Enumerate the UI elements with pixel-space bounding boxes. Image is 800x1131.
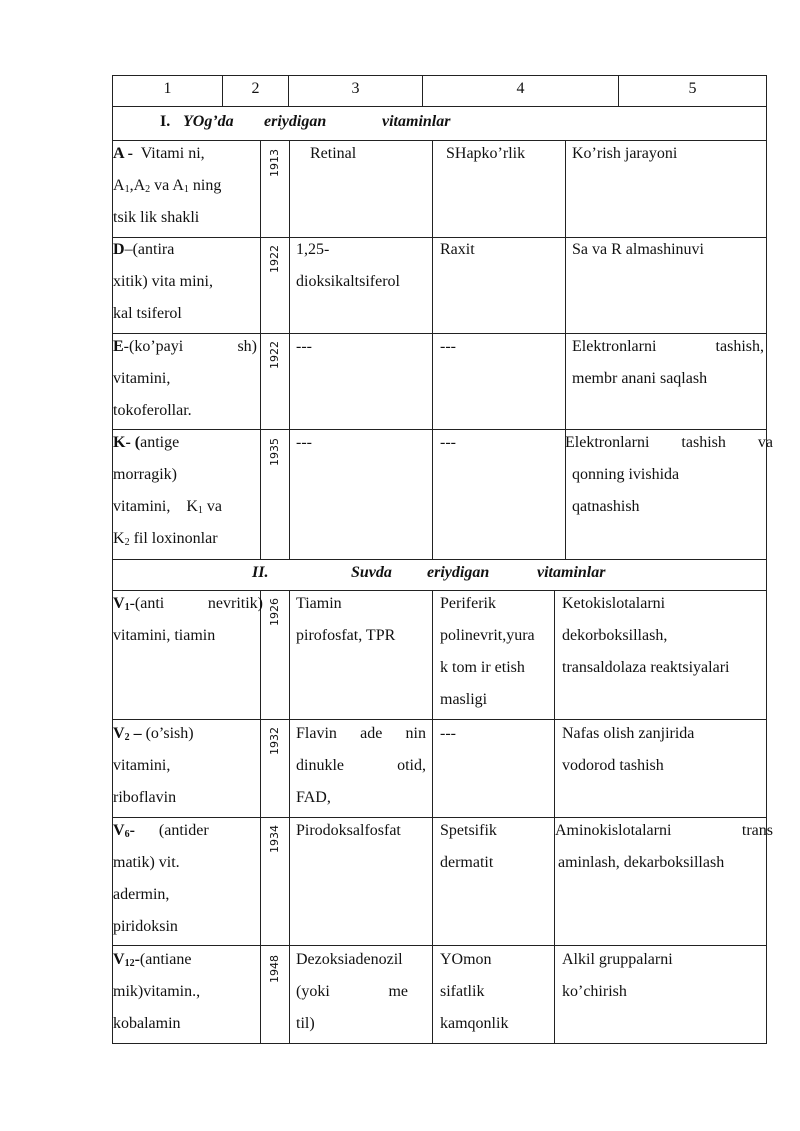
vitamin-name-line: $K_2$ fil loxinonlar	[113, 530, 218, 548]
column-header-1: 1	[163, 80, 172, 97]
vitamin-name-line: matik) vit.	[113, 854, 180, 871]
deficiency-disease: Raxit	[440, 241, 475, 258]
vitamin-name-line: V12-(antiane	[113, 951, 192, 969]
biological-function: Alkil gruppalarni	[562, 951, 673, 968]
deficiency-disease: YOmon	[440, 951, 492, 968]
vitamin-name-line: K- (antige	[113, 434, 180, 451]
vitamin-name-line: tsik lik shakli	[113, 209, 200, 226]
vitamin-name-line: A - Vitami ni,	[113, 145, 205, 162]
rule	[289, 140, 290, 559]
deficiency-disease: SHapko’rlik	[446, 145, 526, 162]
vitamin-name-line: $A_1,A_2$ va $A_1$ ning	[113, 177, 222, 195]
deficiency-disease: Periferik	[440, 595, 496, 612]
deficiency-disease: masligi	[440, 691, 488, 708]
active-form: Retinal	[310, 145, 357, 162]
vitamin-name-line: kobalamin	[113, 1015, 181, 1032]
rule	[260, 590, 261, 1043]
discovery-year: 1926	[268, 598, 281, 626]
section-word: YOg’da	[183, 113, 234, 130]
rule	[565, 140, 566, 559]
discovery-year: 1922	[268, 341, 281, 369]
biological-function: Elektronlarni tashish va	[565, 434, 773, 451]
section-number: I.	[160, 113, 171, 130]
biological-function: qatnashish	[572, 498, 640, 515]
deficiency-disease: sifatlik	[440, 983, 485, 1000]
biological-function: vodorod tashish	[562, 757, 664, 774]
discovery-year: 1913	[268, 149, 281, 177]
rule	[260, 140, 261, 559]
active-form: dinukle otid,	[296, 757, 426, 774]
vitamin-name-line: tokoferollar.	[113, 402, 192, 419]
vitamin-name-line: V6- (antider	[113, 822, 209, 840]
biological-function: Sa va R almashinuvi	[572, 241, 704, 258]
discovery-year: 1932	[268, 727, 281, 755]
biological-function: aminlash, dekarboksillash	[558, 854, 725, 871]
vitamin-name-line: kal tsiferol	[113, 305, 182, 322]
section-word: eriydigan	[264, 113, 327, 130]
rule	[112, 1043, 766, 1044]
biological-function: ko’chirish	[562, 983, 627, 1000]
active-form: pirofosfat, TPR	[296, 627, 396, 644]
active-form: dioksikaltsiferol	[296, 273, 400, 290]
deficiency-disease: ---	[440, 338, 456, 355]
biological-function: Ketokislotalarni	[562, 595, 666, 612]
biological-function: qonning ivishida	[572, 466, 680, 483]
section-word: Suvda	[351, 564, 392, 581]
vitamin-name-line: mik)vitamin.,	[113, 983, 201, 1000]
deficiency-disease: polinevrit,yura	[440, 627, 535, 644]
active-form: Tiamin	[296, 595, 342, 612]
vitamin-name-line: xitik) vita mini,	[113, 273, 213, 290]
deficiency-disease: kamqonlik	[440, 1015, 509, 1032]
vitamin-name-line: vitamini, $K_1$ va	[113, 498, 222, 516]
active-form: Dezoksiadenozil	[296, 951, 403, 968]
biological-function: Ko’rish jarayoni	[572, 145, 678, 162]
biological-function: Elektronlarni tashish,	[572, 338, 764, 355]
biological-function: membr anani saqlash	[572, 370, 708, 387]
biological-function: transaldolaza reaktsiyalari	[562, 659, 730, 676]
vitamin-name-line: V2 – (o’sish)	[113, 725, 194, 743]
rule	[289, 590, 290, 1043]
active-form: 1,25-	[296, 241, 330, 258]
biological-function: dekorboksillash,	[562, 627, 668, 644]
vitamin-name-line: D–(antira	[113, 241, 175, 258]
discovery-year: 1948	[268, 955, 281, 983]
section-word: eriydigan	[427, 564, 490, 581]
active-form: Flavin ade nin	[296, 725, 426, 742]
active-form: FAD,	[296, 789, 331, 806]
discovery-year: 1934	[268, 825, 281, 853]
vitamin-name-line: E-(ko’payi sh)	[113, 338, 257, 355]
vitamin-name-line: adermin,	[113, 886, 170, 903]
active-form: ---	[296, 434, 312, 451]
column-header-4: 4	[516, 80, 525, 97]
deficiency-disease: dermatit	[440, 854, 494, 871]
discovery-year: 1935	[268, 438, 281, 466]
deficiency-disease: Spetsifik	[440, 822, 497, 839]
rule	[432, 590, 433, 1043]
section-word: vitaminlar	[537, 564, 606, 581]
section-word: vitaminlar	[382, 113, 451, 130]
active-form: ---	[296, 338, 312, 355]
column-header-2: 2	[251, 80, 260, 97]
deficiency-disease: k tom ir etish	[440, 659, 525, 676]
column-header-3: 3	[351, 80, 360, 97]
section-number: II.	[252, 564, 269, 581]
deficiency-disease: ---	[440, 725, 456, 742]
deficiency-disease: ---	[440, 434, 456, 451]
vitamin-name-line: vitamini, tiamin	[113, 627, 216, 644]
rule	[766, 75, 767, 1044]
rule	[432, 140, 433, 559]
biological-function: Nafas olish zanjirida	[562, 725, 695, 742]
vitamin-name-line: V1-(anti nevritik)	[113, 595, 263, 613]
column-header-5: 5	[688, 80, 697, 97]
active-form: (yoki me	[296, 983, 408, 1000]
discovery-year: 1922	[268, 245, 281, 273]
vitamin-name-line: riboflavin	[113, 789, 177, 806]
active-form: Pirodoksalfosfat	[296, 822, 401, 839]
vitamin-name-line: vitamini,	[113, 757, 171, 774]
active-form: til)	[296, 1015, 315, 1032]
vitamin-name-line: vitamini,	[113, 370, 171, 387]
vitamin-name-line: morragik)	[113, 466, 177, 483]
vitamin-name-line: piridoksin	[113, 918, 178, 935]
biological-function: Aminokislotalarni trans	[555, 822, 773, 839]
